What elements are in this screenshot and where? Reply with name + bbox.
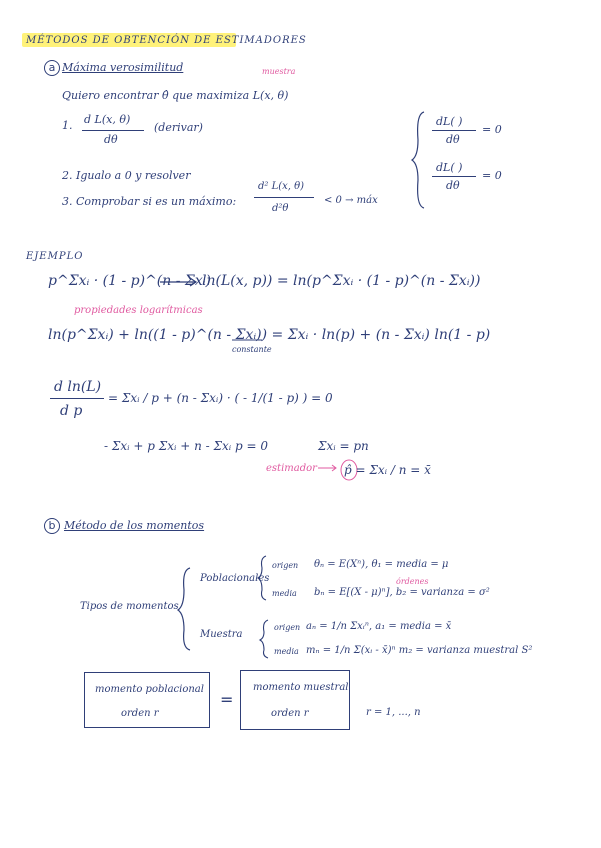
- population-moment-title: momento poblacional: [95, 684, 204, 695]
- intro-over-label: muestra: [262, 67, 296, 76]
- step3-denominator: d²θ: [272, 203, 289, 214]
- solve-line: - Σxᵢ + p Σxᵢ + n - Σxᵢ p = 0: [104, 439, 268, 453]
- sample-origin-label: origen: [274, 623, 301, 632]
- sample-mean-expression: mₙ = 1/n Σ(xᵢ - x̄)ⁿ m₂ = varianza muestral S²: [306, 645, 533, 656]
- sample-moment-order: orden r: [271, 708, 309, 719]
- types-of-moments-label: Tipos de momentos: [80, 601, 179, 612]
- solve-result: Σxᵢ = pn: [318, 439, 369, 453]
- population-origin-label: origen: [272, 561, 299, 570]
- brace-expr2-numerator: dL( ): [436, 161, 463, 174]
- step1-note: (derivar): [154, 121, 203, 134]
- brace-expr2-denominator: dθ: [446, 179, 460, 192]
- sample-moment-box: [240, 670, 350, 730]
- order-range: r = 1, ..., n: [366, 707, 421, 718]
- step3-numerator: d² L(x, θ): [258, 181, 305, 192]
- step3-result: < 0 → máx: [324, 195, 378, 206]
- example-line2: ln(p^Σxᵢ) + ln((1 - p)^(n - Σxᵢ)) = Σxᵢ · ln(p) + (n - Σxᵢ) ln(1 - p): [48, 327, 491, 343]
- step2-text: 2. Igualo a 0 y resolver: [62, 169, 191, 182]
- example-heading: EJEMPLO: [26, 251, 84, 262]
- ordenes-note: órdenes: [396, 577, 429, 586]
- constant-label: constante: [232, 345, 272, 354]
- derivative-fraction-bar: [50, 398, 104, 399]
- population-mean-label: media: [272, 589, 297, 598]
- brace-expr1-denominator: dθ: [446, 133, 460, 146]
- estimator-label: estimador: [266, 463, 317, 474]
- page-title: MÉTODOS DE OBTENCIÓN DE ESTIMADORES: [26, 35, 307, 46]
- step1-denominator: dθ: [104, 133, 118, 146]
- population-origin-expression: θₙ = E(Xⁿ), θ₁ = media = μ: [314, 559, 449, 570]
- step3-text: 3. Comprobar si es un máximo:: [62, 195, 237, 208]
- derivative-denominator: d p: [60, 403, 83, 419]
- brace-expr2-bar: [432, 176, 476, 177]
- sample-mean-label: media: [274, 647, 299, 656]
- step1-number: 1.: [62, 119, 73, 132]
- derivative-rhs: = Σxᵢ / p + (n - Σxᵢ) · ( - 1/(1 - p) ) = 0: [108, 391, 333, 405]
- brace-expr1-numerator: dL( ): [436, 115, 463, 128]
- log-properties-note: propiedades logarítmicas: [74, 305, 203, 316]
- section-b-heading: Método de los momentos: [64, 519, 205, 532]
- sample-moment-title: momento muestral: [253, 682, 349, 693]
- derivative-numerator: d ln(L): [54, 379, 102, 395]
- section-a-heading: Máxima verosimilitud: [62, 61, 184, 74]
- estimator-expression: p̂ = Σxᵢ / n = x̄: [344, 463, 431, 477]
- brace-expr1-bar: [432, 130, 476, 131]
- sample-origin-expression: aₙ = 1/n Σxᵢⁿ, a₁ = media = x̄: [306, 621, 452, 632]
- population-label: Poblacionales: [200, 573, 270, 584]
- section-b-marker: b: [44, 518, 60, 534]
- population-mean-expression: bₙ = E[(X - μ)ⁿ], b₂ = varianza = σ²: [314, 587, 490, 598]
- section-a-marker: a: [44, 60, 60, 76]
- moments-equals-sign: =: [220, 690, 234, 709]
- population-moment-order: orden r: [121, 708, 159, 719]
- step1-numerator: d L(x, θ): [84, 113, 131, 126]
- intro-text: Quiero encontrar θ̂ que maximiza L(x, θ): [62, 89, 289, 102]
- brace-expr2-equals: = 0: [482, 169, 502, 182]
- brace-expr1-equals: = 0: [482, 123, 502, 136]
- example-line1-left: p^Σxᵢ · (1 - p)^(n - Σxᵢ): [48, 273, 211, 289]
- example-line1-right: ln(L(x, p)) = ln(p^Σxᵢ · (1 - p)^(n - Σxᵢ)): [202, 273, 481, 289]
- sample-label: Muestra: [200, 629, 243, 640]
- population-moment-box: [84, 672, 210, 728]
